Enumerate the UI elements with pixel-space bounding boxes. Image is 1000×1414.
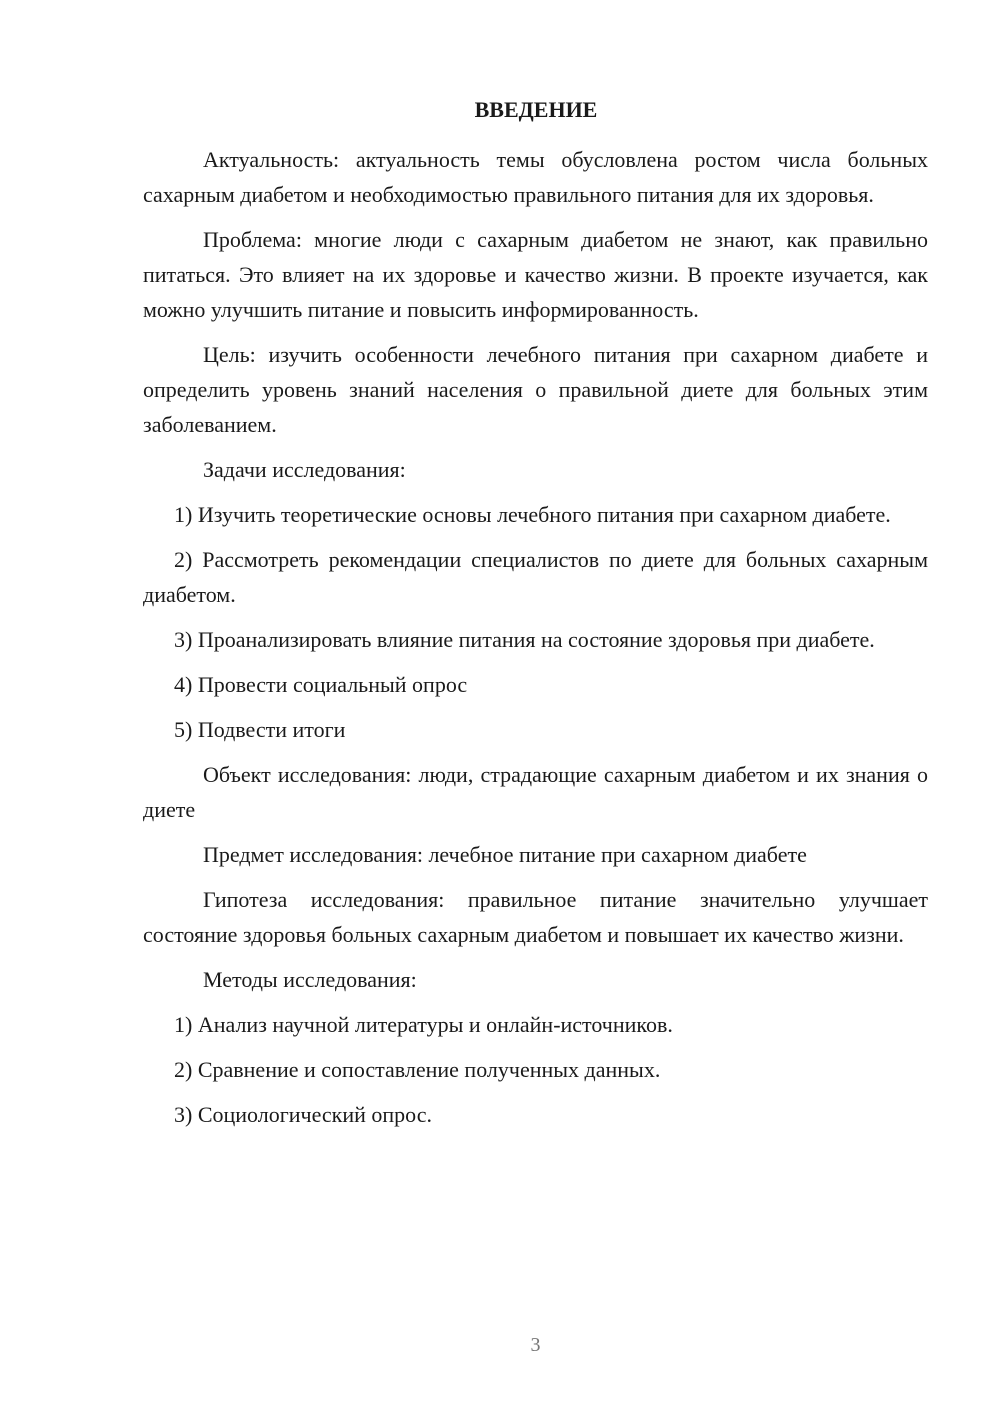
paragraph-methods-heading: Методы исследования: <box>203 967 417 992</box>
list-item-task-4: 4) Провести социальный опрос <box>174 672 468 697</box>
paragraph-object: Объект исследования: люди, страдающие сахарным диабетом и их знания о диете <box>143 762 928 822</box>
list-item-task-3: 3) Проанализировать влияние питания на состояние здоровья при диабете. <box>174 627 875 652</box>
list-item-task-1: 1) Изучить теоретические основы лечебного питания при сахарном диабете. <box>174 502 891 527</box>
list-item-method-2: 2) Сравнение и сопоставление полученных данных. <box>174 1057 661 1082</box>
paragraph-hypothesis: Гипотеза исследования: правильное питание значительно улучшает состояние здоровья больных сахарным диабетом и повышает их качество жизни. <box>143 887 928 947</box>
paragraph-goal: Цель: изучить особенности лечебного питания при сахарном диабете и определить уровень знаний населения о правильной диете для больных этим заболеванием. <box>143 342 928 437</box>
list-item-method-3: 3) Социологический опрос. <box>174 1102 432 1127</box>
list-item-task-2: 2) Рассмотреть рекомендации специалистов по диете для больных сахарным диабетом. <box>143 547 928 607</box>
list-item-task-5: 5) Подвести итоги <box>174 717 346 742</box>
paragraph-problem: Проблема: многие люди с сахарным диабетом не знают, как правильно питаться. Это влияет на их здоровье и качество жизни. В проекте изучается, как можно улучшить питание и повысить информированность. <box>143 227 928 322</box>
paragraph-tasks-heading: Задачи исследования: <box>203 457 406 482</box>
paragraph-relevance: Актуальность: актуальность темы обусловлена ростом числа больных сахарным диабетом и необходимостью правильного питания для их здоровья. <box>143 147 928 207</box>
list-item-method-1: 1) Анализ научной литературы и онлайн-источников. <box>174 1012 673 1037</box>
page-number: 3 <box>530 1334 541 1356</box>
paragraph-subject: Предмет исследования: лечебное питание при сахарном диабете <box>203 842 807 867</box>
document-page <box>143 95 928 1142</box>
section-title: ВВЕДЕНИЕ <box>474 97 598 122</box>
